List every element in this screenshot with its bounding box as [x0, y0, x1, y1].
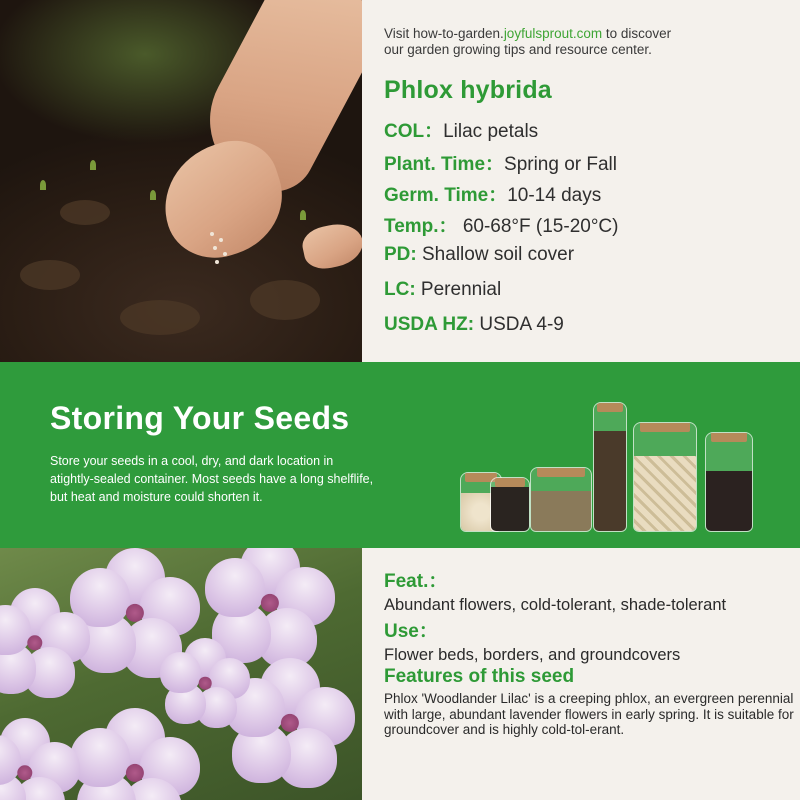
spec-value: Perennial — [415, 279, 502, 300]
soil-planting-photo — [0, 0, 362, 362]
use-heading: Use： — [384, 621, 438, 642]
soil-clump — [60, 200, 110, 225]
spec-key: PD: — [384, 244, 417, 265]
jar — [593, 402, 627, 532]
feature-block — [384, 566, 794, 615]
storing-seeds-banner — [0, 362, 800, 548]
spec-value: USDA 4-9 — [474, 314, 564, 335]
spec-key: Plant. Time： — [384, 154, 505, 175]
use-block — [384, 616, 794, 665]
spec-life-cycle — [384, 279, 501, 301]
seed-features-heading: Features of this seed — [384, 666, 575, 687]
jar — [705, 432, 753, 532]
spec-key: USDA HZ: — [384, 314, 475, 335]
soil-clump — [20, 260, 80, 290]
features-section — [0, 548, 800, 800]
phlox-flowers-photo — [0, 548, 362, 800]
plant-name: Phlox hybrida — [384, 76, 552, 104]
flower — [0, 588, 90, 698]
seed-features-block — [384, 666, 794, 738]
spec-plant-time — [384, 149, 617, 176]
sprout — [40, 180, 46, 190]
spec-hardiness-zone — [384, 314, 564, 336]
visit-suffix: to discover — [602, 26, 672, 41]
jar — [633, 422, 697, 532]
jar — [490, 477, 530, 532]
fingertips — [299, 219, 362, 273]
soil-clump — [250, 280, 320, 320]
storing-text: Store your seeds in a cool, dry, and dark location in atightly-sealed container. Most seeds have a long shelflife, but heat and moisture could shorten it. — [50, 454, 374, 504]
storing-title: Storing Your Seeds — [50, 400, 350, 436]
feat-text: Abundant flowers, cold-tolerant, shade-tolerant — [384, 596, 727, 614]
spec-value: 60-68°F (15-20°C) — [457, 216, 619, 237]
spec-key: Temp.： — [384, 216, 458, 237]
spec-color — [384, 116, 538, 143]
flower — [0, 718, 80, 800]
spec-value: Spring or Fall — [504, 154, 618, 175]
falling-seeds — [205, 230, 235, 270]
soil-clump — [120, 300, 200, 335]
seed-jars-illustration — [455, 382, 765, 532]
sprout — [90, 160, 96, 170]
feat-heading: Feat.： — [384, 571, 448, 592]
visit-prefix: Visit how-to-garden. — [384, 26, 504, 41]
spec-germ-time — [384, 180, 601, 207]
spec-temperature — [384, 211, 618, 238]
spec-key: LC: — [384, 279, 416, 300]
use-text: Flower beds, borders, and groundcovers — [384, 646, 681, 664]
spec-planting-depth — [384, 244, 574, 266]
spec-value: Shallow soil cover — [416, 244, 575, 265]
seed-features-text: Phlox 'Woodlander Lilac' is a creeping phlox, an evergreen perennial with large, abundant lavender flowers in early spring. It is suitable for groundcover and is highly cold-tol-erant. — [384, 691, 794, 737]
jar — [530, 467, 592, 532]
flower — [160, 638, 250, 728]
site-link[interactable]: joyfulsprout.com — [503, 26, 603, 41]
spec-value: 10-14 days — [507, 185, 602, 206]
sprout — [150, 190, 156, 200]
spec-value: Lilac petals — [443, 121, 539, 142]
spec-list — [384, 0, 794, 362]
sprout — [300, 210, 306, 220]
spec-key: Germ. Time： — [384, 185, 508, 206]
plant-info-section — [0, 0, 800, 362]
visit-line2: our garden growing tips and resource center. — [384, 42, 652, 57]
spec-key: COL： — [384, 121, 444, 142]
